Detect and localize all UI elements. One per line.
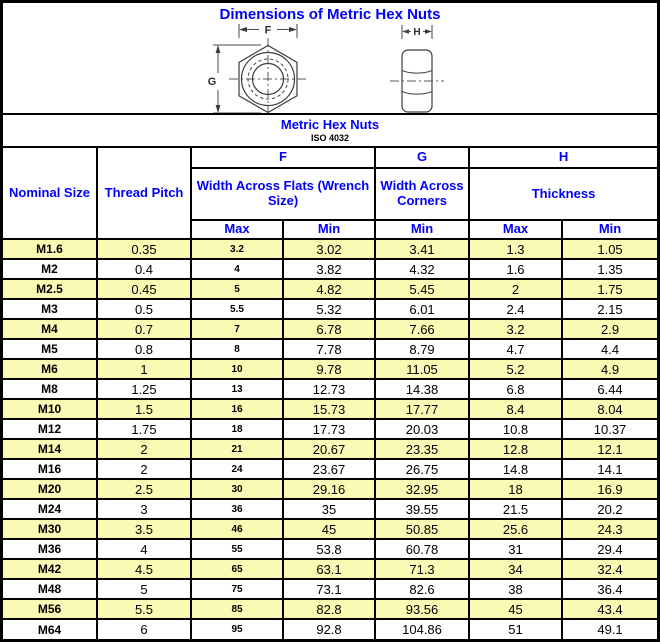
g-min-cell: 14.38 — [375, 379, 469, 399]
h-max-cell: 45 — [469, 599, 562, 619]
h-max-cell: 1.6 — [469, 259, 562, 279]
f-max-cell: 55 — [191, 539, 283, 559]
thread-pitch-cell: 0.5 — [97, 299, 191, 319]
table-header — [3, 148, 657, 239]
h-min-cell: 10.37 — [562, 419, 657, 439]
f-max-cell: 85 — [191, 599, 283, 619]
table-row — [3, 559, 657, 579]
header-f-max: Max — [191, 220, 283, 239]
table-row — [3, 419, 657, 439]
thread-pitch-cell: 4 — [97, 539, 191, 559]
g-min-cell: 26.75 — [375, 459, 469, 479]
nominal-size-cell: M3 — [3, 299, 97, 319]
subtitle-band — [3, 115, 657, 148]
thread-pitch-cell: 1 — [97, 359, 191, 379]
f-min-cell: 35 — [283, 499, 375, 519]
h-min-cell: 29.4 — [562, 539, 657, 559]
page-title: Dimensions of Metric Hex Nuts — [219, 6, 441, 23]
dimension-label-g: G — [207, 76, 217, 88]
f-min-cell: 82.8 — [283, 599, 375, 619]
thread-pitch-cell: 6 — [97, 619, 191, 639]
top-section — [3, 3, 657, 115]
f-max-cell: 65 — [191, 559, 283, 579]
nominal-size-cell: M1.6 — [3, 239, 97, 259]
h-max-cell: 31 — [469, 539, 562, 559]
f-max-cell: 16 — [191, 399, 283, 419]
h-min-cell: 43.4 — [562, 599, 657, 619]
table-row — [3, 439, 657, 459]
h-max-cell: 14.8 — [469, 459, 562, 479]
f-min-cell: 53.8 — [283, 539, 375, 559]
h-max-cell: 25.6 — [469, 519, 562, 539]
nominal-size-cell: M16 — [3, 459, 97, 479]
nominal-size-cell: M56 — [3, 599, 97, 619]
h-max-cell: 34 — [469, 559, 562, 579]
f-min-cell: 15.73 — [283, 399, 375, 419]
thread-pitch-cell: 1.25 — [97, 379, 191, 399]
h-min-cell: 24.3 — [562, 519, 657, 539]
g-min-cell: 6.01 — [375, 299, 469, 319]
f-min-cell: 20.67 — [283, 439, 375, 459]
g-min-cell: 50.85 — [375, 519, 469, 539]
thread-pitch-cell: 0.35 — [97, 239, 191, 259]
h-max-cell: 4.7 — [469, 339, 562, 359]
f-max-cell: 3.2 — [191, 239, 283, 259]
hex-nut-dimension-table — [3, 148, 657, 639]
table-row — [3, 359, 657, 379]
table-row — [3, 399, 657, 419]
h-max-cell: 8.4 — [469, 399, 562, 419]
f-min-cell: 45 — [283, 519, 375, 539]
h-min-cell: 2.9 — [562, 319, 657, 339]
h-max-cell: 2 — [469, 279, 562, 299]
g-min-cell: 7.66 — [375, 319, 469, 339]
g-min-cell: 93.56 — [375, 599, 469, 619]
thread-pitch-cell: 1.75 — [97, 419, 191, 439]
h-max-cell: 6.8 — [469, 379, 562, 399]
f-min-cell: 9.78 — [283, 359, 375, 379]
h-min-cell: 20.2 — [562, 499, 657, 519]
nominal-size-cell: M6 — [3, 359, 97, 379]
f-max-cell: 18 — [191, 419, 283, 439]
thread-pitch-cell: 0.4 — [97, 259, 191, 279]
thread-pitch-cell: 5 — [97, 579, 191, 599]
table-title: Metric Hex Nuts — [280, 117, 380, 132]
header-f-min: Min — [283, 220, 375, 239]
table-row — [3, 459, 657, 479]
table-row — [3, 379, 657, 399]
f-min-cell: 12.73 — [283, 379, 375, 399]
table-row — [3, 479, 657, 499]
g-min-cell: 8.79 — [375, 339, 469, 359]
thread-pitch-cell: 0.8 — [97, 339, 191, 359]
h-min-cell: 14.1 — [562, 459, 657, 479]
h-min-cell: 1.05 — [562, 239, 657, 259]
f-min-cell: 23.67 — [283, 459, 375, 479]
header-width-across-corners: Width Across Corners — [375, 168, 469, 220]
nut-table-body — [3, 239, 657, 639]
f-max-cell: 7 — [191, 319, 283, 339]
thread-pitch-cell: 0.7 — [97, 319, 191, 339]
table-row — [3, 499, 657, 519]
f-min-cell: 3.02 — [283, 239, 375, 259]
h-max-cell: 5.2 — [469, 359, 562, 379]
header-letter-h: H — [469, 148, 657, 168]
hex-nut-drawing — [3, 24, 660, 113]
table-row — [3, 619, 657, 639]
nominal-size-cell: M42 — [3, 559, 97, 579]
f-max-cell: 75 — [191, 579, 283, 599]
h-max-cell: 18 — [469, 479, 562, 499]
dimension-label-h: H — [413, 27, 421, 38]
thread-pitch-cell: 3 — [97, 499, 191, 519]
g-min-cell: 82.6 — [375, 579, 469, 599]
nominal-size-cell: M36 — [3, 539, 97, 559]
table-row — [3, 299, 657, 319]
g-min-cell: 4.32 — [375, 259, 469, 279]
h-min-cell: 32.4 — [562, 559, 657, 579]
hex-nut-front-view — [208, 24, 307, 113]
nominal-size-cell: M2.5 — [3, 279, 97, 299]
h-min-cell: 2.15 — [562, 299, 657, 319]
thread-pitch-cell: 5.5 — [97, 599, 191, 619]
thread-pitch-cell: 4.5 — [97, 559, 191, 579]
table-row — [3, 279, 657, 299]
f-max-cell: 10 — [191, 359, 283, 379]
nominal-size-cell: M2 — [3, 259, 97, 279]
dimension-label-f: F — [264, 24, 272, 37]
header-h-min: Min — [562, 220, 657, 239]
h-min-cell: 4.9 — [562, 359, 657, 379]
thread-pitch-cell: 1.5 — [97, 399, 191, 419]
h-min-cell: 6.44 — [562, 379, 657, 399]
h-min-cell: 49.1 — [562, 619, 657, 639]
table-row — [3, 579, 657, 599]
nominal-size-cell: M24 — [3, 499, 97, 519]
h-min-cell: 36.4 — [562, 579, 657, 599]
g-min-cell: 5.45 — [375, 279, 469, 299]
f-min-cell: 92.8 — [283, 619, 375, 639]
header-letter-g: G — [375, 148, 469, 168]
h-max-cell: 2.4 — [469, 299, 562, 319]
nominal-size-cell: M30 — [3, 519, 97, 539]
standard-label: ISO 4032 — [310, 133, 350, 143]
nominal-size-cell: M20 — [3, 479, 97, 499]
f-min-cell: 6.78 — [283, 319, 375, 339]
f-min-cell: 3.82 — [283, 259, 375, 279]
header-h-max: Max — [469, 220, 562, 239]
h-max-cell: 38 — [469, 579, 562, 599]
g-min-cell: 11.05 — [375, 359, 469, 379]
header-letter-f: F — [191, 148, 375, 168]
h-max-cell: 12.8 — [469, 439, 562, 459]
g-min-cell: 17.77 — [375, 399, 469, 419]
f-max-cell: 5 — [191, 279, 283, 299]
g-min-cell: 20.03 — [375, 419, 469, 439]
table-row — [3, 339, 657, 359]
f-min-cell: 4.82 — [283, 279, 375, 299]
h-max-cell: 51 — [469, 619, 562, 639]
table-row — [3, 239, 657, 259]
table-row — [3, 539, 657, 559]
h-min-cell: 12.1 — [562, 439, 657, 459]
hex-nut-side-view — [390, 25, 444, 112]
g-min-cell: 3.41 — [375, 239, 469, 259]
table-row — [3, 519, 657, 539]
f-max-cell: 8 — [191, 339, 283, 359]
thread-pitch-cell: 0.45 — [97, 279, 191, 299]
f-min-cell: 17.73 — [283, 419, 375, 439]
header-thickness: Thickness — [469, 168, 657, 220]
nominal-size-cell: M10 — [3, 399, 97, 419]
h-max-cell: 10.8 — [469, 419, 562, 439]
f-min-cell: 5.32 — [283, 299, 375, 319]
h-max-cell: 21.5 — [469, 499, 562, 519]
f-max-cell: 46 — [191, 519, 283, 539]
f-max-cell: 30 — [191, 479, 283, 499]
h-max-cell: 1.3 — [469, 239, 562, 259]
f-min-cell: 29.16 — [283, 479, 375, 499]
f-max-cell: 4 — [191, 259, 283, 279]
g-min-cell: 71.3 — [375, 559, 469, 579]
thread-pitch-cell: 3.5 — [97, 519, 191, 539]
diagram-area — [3, 24, 657, 113]
header-nominal-size: Nominal Size — [3, 148, 97, 239]
nominal-size-cell: M8 — [3, 379, 97, 399]
f-min-cell: 73.1 — [283, 579, 375, 599]
f-min-cell: 7.78 — [283, 339, 375, 359]
table-row — [3, 319, 657, 339]
h-min-cell: 1.75 — [562, 279, 657, 299]
thread-pitch-cell: 2.5 — [97, 479, 191, 499]
g-min-cell: 104.86 — [375, 619, 469, 639]
g-min-cell: 23.35 — [375, 439, 469, 459]
f-max-cell: 24 — [191, 459, 283, 479]
f-min-cell: 63.1 — [283, 559, 375, 579]
thread-pitch-cell: 2 — [97, 439, 191, 459]
header-g-min: Min — [375, 220, 469, 239]
f-max-cell: 21 — [191, 439, 283, 459]
f-max-cell: 95 — [191, 619, 283, 639]
g-min-cell: 60.78 — [375, 539, 469, 559]
f-max-cell: 13 — [191, 379, 283, 399]
table-row — [3, 599, 657, 619]
f-max-cell: 5.5 — [191, 299, 283, 319]
table-row — [3, 259, 657, 279]
nominal-size-cell: M5 — [3, 339, 97, 359]
nominal-size-cell: M64 — [3, 619, 97, 639]
nominal-size-cell: M12 — [3, 419, 97, 439]
thread-pitch-cell: 2 — [97, 459, 191, 479]
h-min-cell: 1.35 — [562, 259, 657, 279]
g-min-cell: 39.55 — [375, 499, 469, 519]
nominal-size-cell: M48 — [3, 579, 97, 599]
nominal-size-cell: M4 — [3, 319, 97, 339]
h-min-cell: 4.4 — [562, 339, 657, 359]
f-max-cell: 36 — [191, 499, 283, 519]
g-min-cell: 32.95 — [375, 479, 469, 499]
h-min-cell: 8.04 — [562, 399, 657, 419]
header-thread-pitch: Thread Pitch — [97, 148, 191, 239]
h-max-cell: 3.2 — [469, 319, 562, 339]
header-width-across-flats: Width Across Flats (Wrench Size) — [191, 168, 375, 220]
h-min-cell: 16.9 — [562, 479, 657, 499]
nominal-size-cell: M14 — [3, 439, 97, 459]
